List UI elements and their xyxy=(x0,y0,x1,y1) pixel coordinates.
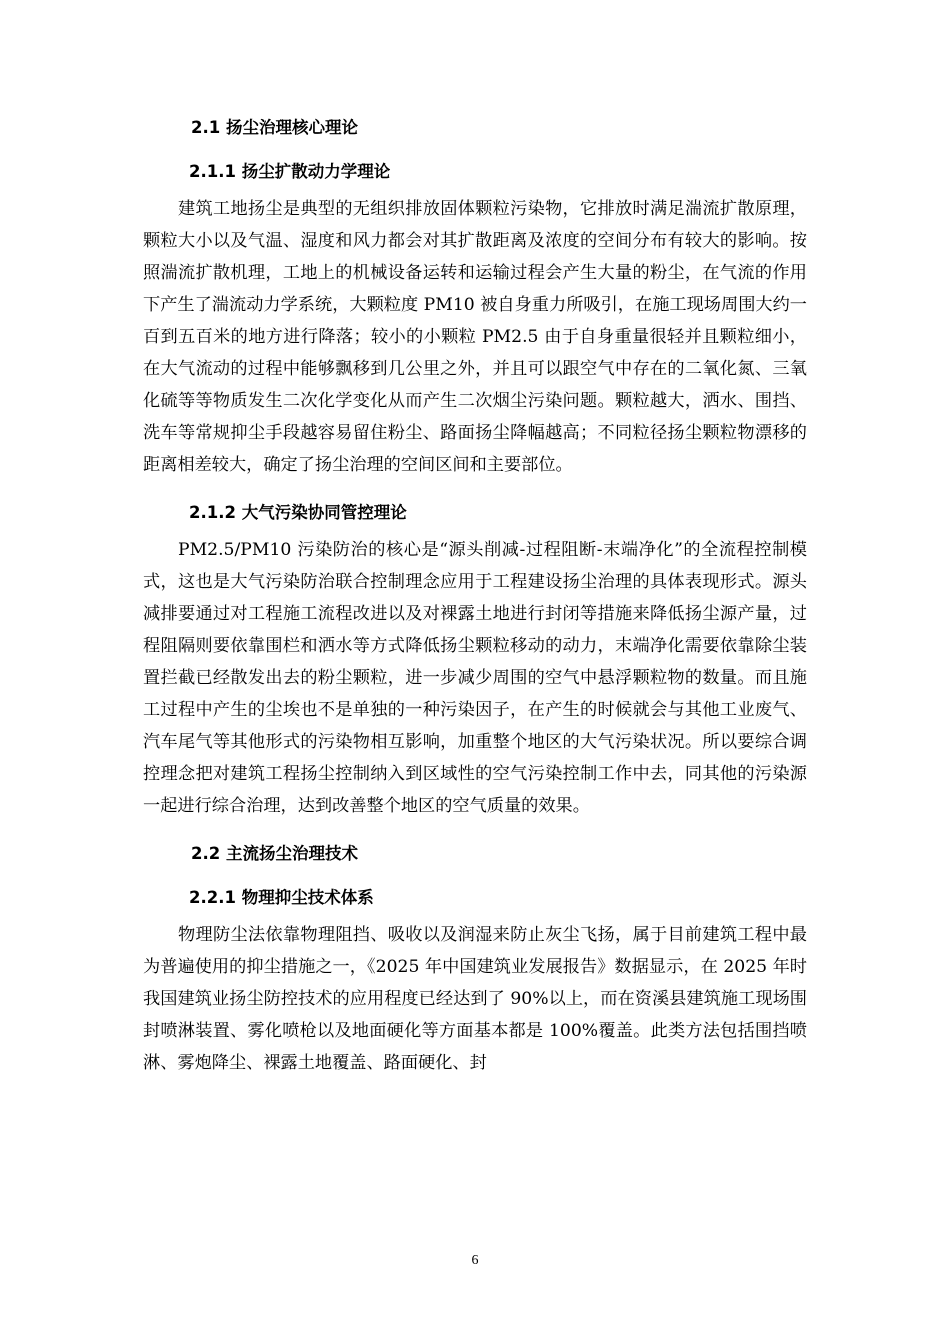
paragraph-physical-suppression: 物理防尘法依靠物理阻挡、吸收以及润湿来防止灰尘飞扬，属于目前建筑工程中最为普遍使用的抑尘措施之一，《2025 年中国建筑业发展报告》数据显示，在 2025 年时我国建筑业扬尘防控技术的应用程度已经达到了 90%以上，而在资溪县建筑施工现场围封喷淋装置、雾化喷枪以及地面硬化等方面基本都是 100%覆盖。此类方法包括围挡喷淋、雾炮降尘、裸露土地覆盖、路面硬化、封 xyxy=(143,925,807,1073)
page-number: 6 xyxy=(471,1253,479,1268)
paragraph-dust-diffusion: 建筑工地扬尘是典型的无组织排放固体颗粒污染物，它排放时满足湍流扩散原理，颗粒大小以及气温、湿度和风力都会对其扩散距离及浓度的空间分布有较大的影响。按照湍流扩散机理，工地上的机械设备运转和运输过程会产生大量的粉尘，在气流的作用下产生了湍流动力学系统，大颗粒度 PM10 被自身重力所吸引，在施工现场周围大约一百到五百米的地方进行降落；较小的小颗粒 PM2.5 由于自身重量很轻并且颗粒细小，在大气流动的过程中能够飘移到几公里之外，并且可以跟空气中存在的二氧化氮、三氧化硫等等物质发生二次化学变化从而产生二次烟尘污染问题。颗粒越大，洒水、围挡、洗车等常规抑尘手段越容易留住粉尘、路面扬尘降幅越高；不同粒径扬尘颗粒物漂移的距离相差较大，确定了扬尘治理的空间区间和主要部位。 xyxy=(143,199,807,475)
page-body xyxy=(143,106,807,1099)
subsection-heading-2-2-1: 2.2.1 物理抑尘技术体系 xyxy=(189,888,374,907)
subsection-heading-2-1-1: 2.1.1 扬尘扩散动力学理论 xyxy=(189,162,391,181)
section-heading-2-2: 2.2 主流扬尘治理技术 xyxy=(191,844,358,863)
section-heading-2-1: 2.1 扬尘治理核心理论 xyxy=(191,118,358,137)
subsection-heading-2-1-2: 2.1.2 大气污染协同管控理论 xyxy=(189,503,407,522)
paragraph-collaborative-control: PM2.5/PM10 污染防治的核心是“源头削减-过程阻断-末端净化”的全流程控制模式，这也是大气污染防治联合控制理念应用于工程建设扬尘治理的具体表现形式。源头减排要通过对工程施工流程改进以及对裸露土地进行封闭等措施来降低扬尘源产量，过程阻隔则要依靠围栏和洒水等方式降低扬尘颗粒移动的动力，末端净化需要依靠除尘装置拦截已经散发出去的粉尘颗粒，进一步减少周围的空气中悬浮颗粒物的数量。而且施工过程中产生的尘埃也不是单独的一种污染因子，在产生的时候就会与其他工业废气、汽车尾气等其他形式的污染物相互影响，加重整个地区的大气污染状况。所以要综合调控理念把对建筑工程扬尘控制纳入到区域性的空气污染控制工作中去，同其他的污染源一起进行综合治理，达到改善整个地区的空气质量的效果。 xyxy=(143,540,807,816)
